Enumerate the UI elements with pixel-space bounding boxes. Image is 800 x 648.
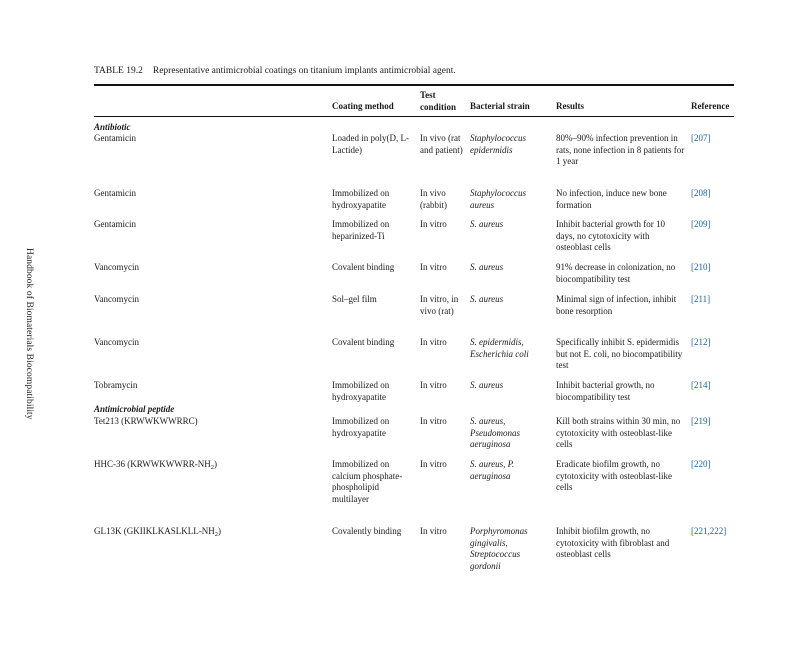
row-9-agent: GL13K $(GKIIKLKASLKLL-NH_2)$ bbox=[94, 526, 221, 538]
row-9-strain: Porphyromonas gingivalis, Streptococcus gordonii bbox=[470, 526, 528, 571]
row-5-strain: S. epidermidis, Escherichia coli bbox=[470, 337, 529, 359]
row-4-condition: In vitro, in vivo (rat) bbox=[420, 294, 459, 316]
row-0-results: 80%–90% infection prevention in rats, none infection in 8 patients for 1 year bbox=[556, 133, 685, 166]
row-2-condition: In vitro bbox=[420, 219, 447, 229]
row-3-condition: In vitro bbox=[420, 262, 447, 272]
row-8-results: Eradicate biofilm growth, no cytotoxicity with osteoblast-like cells bbox=[556, 459, 672, 492]
row-7-method: Immobilized on hydroxyapatite bbox=[332, 416, 390, 438]
row-6-condition: In vitro bbox=[420, 380, 447, 390]
header-test-condition-line2: condition bbox=[420, 102, 457, 112]
row-9-method: Covalently binding bbox=[332, 526, 402, 536]
row-7-condition: In vitro bbox=[420, 416, 447, 426]
row-7-results: Kill both strains within 30 min, no cytotoxicity with osteoblast-like cells bbox=[556, 416, 681, 449]
row-5-results: Specifically inhibit S. epidermidis but not E. coli, no biocompatibility test bbox=[556, 337, 683, 370]
row-0-reference[interactable]: [207] bbox=[691, 133, 711, 143]
row-1-condition: In vivo (rabbit) bbox=[420, 188, 447, 210]
row-5-agent: Vancomycin bbox=[94, 337, 139, 347]
row-7-strain: S. aureus, Pseudomonas aeruginosa bbox=[470, 416, 520, 449]
row-2-reference[interactable]: [209] bbox=[691, 219, 711, 229]
row-2-results: Inhibit bacterial growth for 10 days, no cytotoxicity with osteoblast cells bbox=[556, 219, 665, 252]
row-0-condition: In vivo (rat and patient) bbox=[420, 133, 463, 155]
category-antimicrobial-peptide: Antimicrobial peptide bbox=[94, 404, 175, 414]
row-6-agent: Tobramycin bbox=[94, 380, 138, 390]
row-4-agent: Vancomycin bbox=[94, 294, 139, 304]
row-7-reference[interactable]: [219] bbox=[691, 416, 711, 426]
header-test-condition-line1: Test bbox=[420, 90, 436, 100]
row-0-agent: Gentamicin bbox=[94, 133, 136, 143]
row-8-agent: HHC-36 $(KRWWKWWRR-NH_2)$ bbox=[94, 459, 217, 471]
row-8-reference[interactable]: [220] bbox=[691, 459, 711, 469]
header-bottom-rule bbox=[94, 116, 734, 117]
row-3-agent: Vancomycin bbox=[94, 262, 139, 272]
row-0-strain: Staphylococcus epidermidis bbox=[470, 133, 526, 155]
row-4-method: Sol–gel film bbox=[332, 294, 377, 304]
row-1-method: Immobilized on hydroxyapatite bbox=[332, 188, 390, 210]
row-3-strain: S. aureus bbox=[470, 262, 504, 272]
row-3-reference[interactable]: [210] bbox=[691, 262, 711, 272]
row-6-results: Inhibit bacterial growth, no biocompatibility test bbox=[556, 380, 655, 402]
row-5-method: Covalent binding bbox=[332, 337, 395, 347]
table-label: TABLE 19.2 bbox=[94, 66, 143, 76]
row-1-reference[interactable]: [208] bbox=[691, 188, 711, 198]
row-8-method: Immobilized on calcium phosphate-phospholipid multilayer bbox=[332, 459, 403, 504]
row-6-method: Immobilized on hydroxyapatite bbox=[332, 380, 390, 402]
row-8-strain: S. aureus, P. aeruginosa bbox=[470, 459, 515, 481]
header-results: Results bbox=[556, 101, 585, 111]
row-2-method: Immobilized on heparinized-Ti bbox=[332, 219, 390, 241]
header-test-condition bbox=[420, 89, 456, 113]
row-6-strain: S. aureus bbox=[470, 380, 504, 390]
row-1-agent: Gentamicin bbox=[94, 188, 136, 198]
row-7-agent: Tet213 (KRWWKWWRRC) bbox=[94, 416, 198, 426]
table-caption bbox=[94, 66, 456, 76]
header-reference: Reference bbox=[691, 101, 730, 111]
row-9-reference[interactable]: [221,222] bbox=[691, 526, 727, 536]
row-4-strain: S. aureus bbox=[470, 294, 504, 304]
row-4-reference[interactable]: [211] bbox=[691, 294, 711, 304]
row-5-reference[interactable]: [212] bbox=[691, 337, 711, 347]
header-coating-method: Coating method bbox=[332, 101, 394, 111]
book-title-vertical: Handbook of Biomaterials Biocompatibility bbox=[24, 248, 34, 420]
row-0-method: Loaded in poly(D, L-Lactide) bbox=[332, 133, 409, 155]
table-caption-text: Representative antimicrobial coatings on titanium implants antimicrobial agent. bbox=[152, 66, 456, 76]
category-antibiotic: Antibiotic bbox=[94, 122, 131, 132]
row-2-agent: Gentamicin bbox=[94, 219, 136, 229]
row-3-results: 91% decrease in colonization, no biocompatibility test bbox=[556, 262, 676, 284]
row-1-strain: Staphylococcus aureus bbox=[470, 188, 526, 210]
row-9-results: Inhibit biofilm growth, no cytotoxicity with fibroblast and osteoblast cells bbox=[556, 526, 670, 559]
row-1-results: No infection, induce new bone formation bbox=[556, 188, 667, 210]
row-9-condition: In vitro bbox=[420, 526, 447, 536]
row-6-reference[interactable]: [214] bbox=[691, 380, 711, 390]
row-4-results: Minimal sign of infection, inhibit bone resorption bbox=[556, 294, 677, 316]
table-top-rule bbox=[94, 84, 734, 86]
row-5-condition: In vitro bbox=[420, 337, 447, 347]
header-bacterial-strain: Bacterial strain bbox=[470, 101, 530, 111]
row-2-strain: S. aureus bbox=[470, 219, 504, 229]
row-8-condition: In vitro bbox=[420, 459, 447, 469]
row-3-method: Covalent binding bbox=[332, 262, 395, 272]
